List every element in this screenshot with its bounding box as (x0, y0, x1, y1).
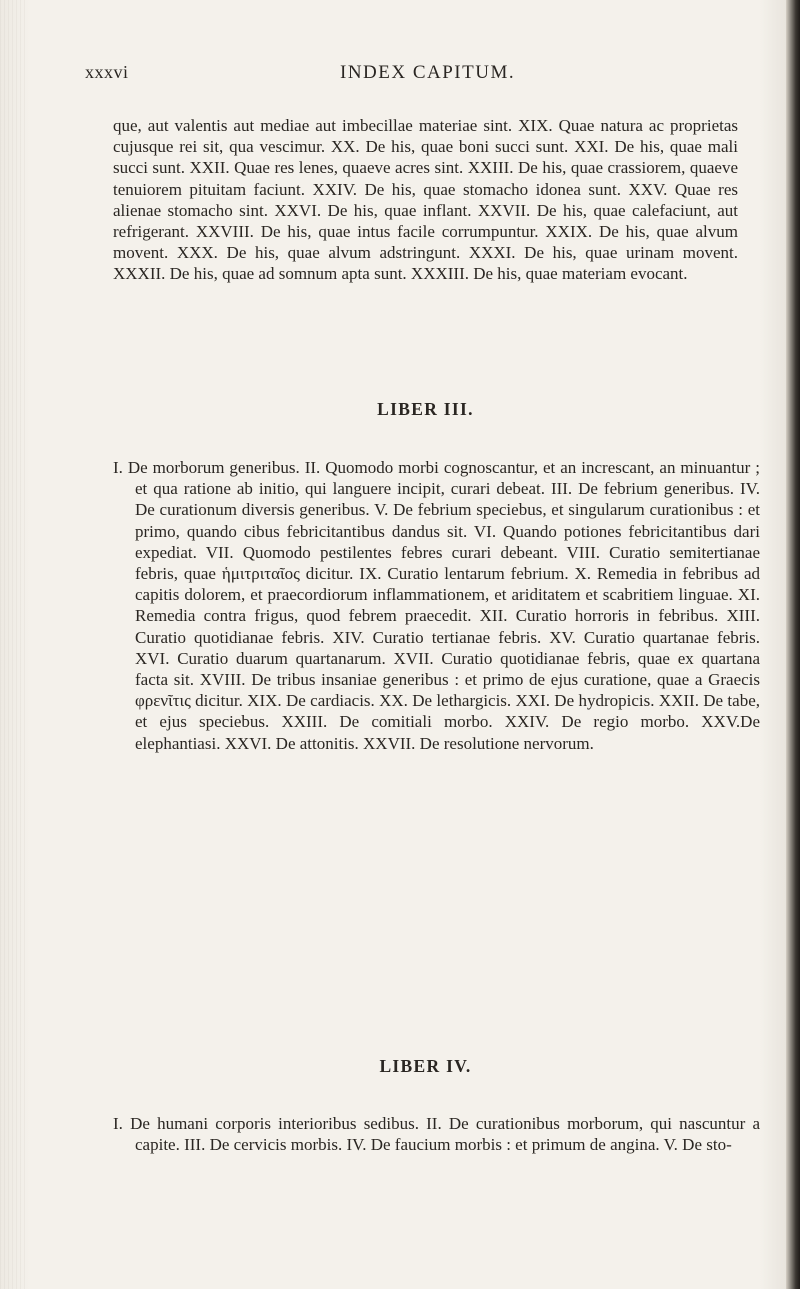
liber-3-chapter-list: I. De morborum generibus. II. Quomodo morbi cognoscantur, et an increscant, an minuantur ; et qua ratione ab initio, qui languere incipit, curari debeat. III. De febrium generibus. IV. De curationum diversis generibus. V. De febrium speciebus, et singularum curationibus : et primo, quando cibus febricitantibus dandus sit. VI. Quando potiones febricitantibus dari expediat. VII. Quomodo pestilentes febres curari debeant. VIII. Curatio semitertianae febris, quae ἡμιτριταῖος dicitur. IX. Curatio lentarum febrium. X. Remedia in febribus ad capitis dolorem, et praecordiorum inflammationem, et ariditatem et scabritiem linguae. XI. Remedia contra frigus, quod febrem praecedit. XII. Curatio horroris in febribus. XIII. Curatio quotidianae febris. XIV. Curatio tertianae febris. XV. Curatio quartanae febris. XVI. Curatio duarum quartanarum. XVII. Curatio quotidianae febris, quae ex quartana facta sit. XVIII. De tribus insaniae generibus : et primo de ejus curatione, quae a Graecis φρενῖτις dicitur. XIX. De cardiacis. XX. De lethargicis. XXI. De hydropicis. XXII. De tabe, et ejus speciebus. XXIII. De comitiali morbo. XXIV. De regio morbo. XXV.De elephantiasi. XXVI. De attonitis. XXVII. De resolutione nervorum. (113, 458, 760, 753)
liber-4-chapter-list: I. De humani corporis interioribus sedibus. II. De curationibus morborum, qui nascuntur a capite. III. De cervicis morbis. IV. De faucium morbis : et primum de angina. V. De sto- (113, 1114, 760, 1155)
page-number: xxxvi (85, 62, 129, 82)
page-edge-shadow (786, 0, 800, 1289)
binding-edge (0, 0, 28, 1289)
index-continuation-paragraph: que, aut valentis aut mediae aut imbecillae materiae sint. XIX. Quae natura ac proprietas cujusque rei sit, qua vescimur. XX. De his, quae boni succi sunt. XXI. De his, quae mali succi sunt. XXII. Quae res lenes, quaeve acres sint. XXIII. De his, quae crassiorem, quaeve tenuiorem pituitam faciunt. XXIV. De his, quae stomacho idonea sunt. XXV. Quae res alienae stomacho sint. XXVI. De his, quae inflant. XXVII. De his, quae calefaciunt, aut refrigerant. XXVIII. De his, quae intus facile corrumpuntur. XXIX. De his, quae alvum movent. XXX. De his, quae alvum adstringunt. XXXI. De his, quae urinam movent. XXXII. De his, quae ad somnum apta sunt. XXXIII. De his, quae materiam evocant. (113, 116, 738, 284)
liber-3-heading: LIBER III. (377, 399, 474, 419)
running-head (85, 62, 740, 86)
liber-4-heading: LIBER IV. (379, 1056, 472, 1076)
running-head-title: INDEX CAPITUM. (340, 62, 516, 83)
